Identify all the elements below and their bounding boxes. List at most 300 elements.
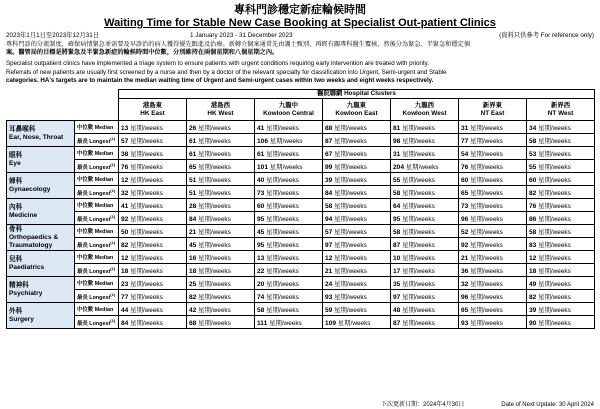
unit-chinese: 星期 (470, 228, 483, 236)
waiting-time-cell (323, 173, 391, 186)
unit-english: /weeks (550, 228, 571, 236)
waiting-time-cell (459, 316, 527, 329)
waiting-time-cell (323, 264, 391, 277)
unit-chinese: 星期 (470, 124, 483, 132)
waiting-time-cell (323, 147, 391, 160)
waiting-time-cell (119, 238, 187, 251)
waiting-time-cell (119, 160, 187, 173)
unit-chinese: 星期 (402, 267, 415, 275)
waiting-time-cell (119, 290, 187, 303)
waiting-time-cell (187, 303, 255, 316)
weeks-value: 58 (529, 137, 537, 145)
weeks-value: 31 (393, 150, 401, 158)
unit-chinese: 星期 (334, 163, 347, 171)
unit-chinese: 星期 (266, 241, 279, 249)
table-row (7, 160, 595, 173)
unit-chinese: 星期 (198, 267, 211, 275)
weeks-value: 97 (393, 293, 401, 301)
unit-english: /weeks (482, 319, 503, 327)
unit-english: /weeks (346, 306, 367, 314)
waiting-time-cell (187, 277, 255, 290)
longest-footnote-marker: (1) (110, 187, 116, 193)
unit-english: /weeks (414, 202, 435, 210)
unit-english: /weeks (414, 293, 435, 301)
waiting-time-cell (323, 121, 391, 134)
unit-chinese: 星期 (198, 293, 211, 301)
longest-label-english: Longest (89, 320, 111, 327)
intro-chinese-line-2: 案。醫管局的目標是將緊急及半緊急新症的輪候時間中位數，分別維持在兩個星期和八個星期之內。 (6, 49, 279, 57)
unit-english: /weeks (550, 163, 571, 171)
waiting-time-cell (459, 212, 527, 225)
unit-english: /weeks (142, 189, 163, 197)
waiting-time-cell (323, 160, 391, 173)
unit-chinese: 星期 (198, 215, 211, 223)
unit-chinese: 星期 (402, 280, 415, 288)
cluster-header (391, 99, 459, 121)
unit-chinese: 星期 (266, 306, 279, 314)
median-label-english: Median (94, 281, 114, 288)
unit-chinese: 星期 (402, 150, 415, 158)
unit-chinese: 星期 (198, 163, 211, 171)
waiting-time-cell (187, 134, 255, 147)
waiting-time-cell (255, 225, 323, 238)
waiting-time-cell (391, 186, 459, 199)
unit-english: /weeks (142, 254, 163, 262)
waiting-time-cell (391, 212, 459, 225)
unit-chinese: 星期 (470, 293, 483, 301)
unit-english: /weeks (278, 202, 299, 210)
weeks-value: 87 (393, 241, 401, 249)
table-row (7, 147, 595, 160)
unit-chinese: 星期 (334, 280, 347, 288)
unit-english: /weeks (414, 176, 435, 184)
unit-english: /weeks (210, 306, 231, 314)
unit-english: /weeks (142, 280, 163, 288)
longest-label-chinese: 最長 (77, 138, 88, 145)
unit-english: /weeks (482, 254, 503, 262)
unit-english: /weeks (142, 124, 163, 132)
unit-chinese: 星期 (334, 150, 347, 158)
waiting-time-cell (255, 303, 323, 316)
unit-chinese: 星期 (269, 319, 282, 327)
weeks-value: 86 (529, 215, 537, 223)
waiting-time-cell (255, 251, 323, 264)
waiting-time-cell (255, 199, 323, 212)
weeks-value: 38 (121, 150, 129, 158)
longest-footnote-marker: (1) (110, 291, 116, 297)
waiting-time-cell (391, 121, 459, 134)
unit-english: /weeks (278, 228, 299, 236)
reference-note: (資料只供參考 For reference only) (499, 32, 594, 39)
longest-footnote-marker: (1) (110, 213, 116, 219)
unit-chinese: 星期 (337, 319, 351, 327)
unit-chinese: 星期 (198, 176, 211, 184)
weeks-value: 18 (121, 267, 129, 275)
waiting-time-cell (255, 173, 323, 186)
weeks-value: 81 (393, 124, 401, 132)
specialty-cell (7, 173, 75, 199)
longest-label-chinese: 最長 (77, 268, 88, 275)
unit-english: /weeks (550, 124, 571, 132)
unit-chinese: 星期 (130, 241, 143, 249)
median-label-english: Median (94, 255, 114, 262)
waiting-time-table (6, 89, 595, 329)
table-row (7, 121, 595, 134)
unit-chinese: 星期 (130, 228, 143, 236)
unit-chinese: 星期 (266, 202, 279, 210)
unit-chinese: 星期 (470, 150, 483, 158)
waiting-time-cell (391, 147, 459, 160)
unit-english: /weeks (210, 124, 231, 132)
unit-chinese: 星期 (130, 137, 143, 145)
waiting-time-cell (391, 225, 459, 238)
unit-chinese: 星期 (130, 293, 143, 301)
weeks-value: 73 (257, 189, 265, 197)
waiting-time-cell (391, 173, 459, 186)
waiting-time-cell (527, 316, 595, 329)
weeks-value: 49 (529, 280, 537, 288)
waiting-time-cell (255, 290, 323, 303)
weeks-value: 36 (461, 267, 469, 275)
weeks-value: 21 (461, 254, 469, 262)
waiting-time-cell (187, 186, 255, 199)
unit-english: /weeks (210, 189, 231, 197)
longest-label-cell (75, 316, 119, 329)
unit-english: /weeks (482, 267, 503, 275)
period-chinese: 2023年1月1日至2023年12月31日 (6, 32, 100, 39)
weeks-value: 65 (461, 306, 469, 314)
weeks-value: 77 (461, 137, 469, 145)
unit-chinese: 星期 (470, 280, 483, 288)
unit-english: /weeks (550, 150, 571, 158)
unit-english: /weeks (550, 137, 571, 145)
unit-english: /weeks (482, 202, 503, 210)
table-body (7, 121, 595, 329)
longest-label-english: Longest (89, 242, 111, 249)
unit-english: /weeks (142, 293, 163, 301)
median-label-chinese: 中位數 (77, 281, 94, 288)
unit-english: /weeks (550, 241, 571, 249)
waiting-time-cell (119, 277, 187, 290)
waiting-time-cell (323, 225, 391, 238)
unit-chinese: 星期 (470, 176, 483, 184)
weeks-value: 18 (189, 267, 197, 275)
specialty-name-english: Paediatrics (9, 263, 45, 271)
table-row (7, 264, 595, 277)
unit-chinese: 星期 (266, 280, 279, 288)
weeks-value: 111 (257, 319, 268, 327)
cluster-header (527, 99, 595, 121)
intro-english-line-1: Specialist outpatient clinics have implemented a triage system to ensure patients with urgent conditions requiring early intervention are treated with priority. (6, 60, 429, 68)
unit-english: /weeks (350, 319, 371, 327)
longest-label-chinese: 最長 (77, 164, 88, 171)
unit-english: /weeks (414, 306, 435, 314)
unit-chinese: 星期 (538, 176, 551, 184)
cluster-name-english: NT West (547, 109, 574, 117)
weeks-value: 55 (529, 163, 537, 171)
unit-chinese: 星期 (538, 202, 551, 210)
weeks-value: 61 (257, 150, 265, 158)
waiting-time-cell (527, 251, 595, 264)
unit-english: /weeks (142, 176, 163, 184)
unit-chinese: 星期 (538, 215, 551, 223)
unit-chinese: 星期 (130, 202, 143, 210)
unit-english: /weeks (142, 228, 163, 236)
unit-english: /weeks (142, 267, 163, 275)
weeks-value: 24 (325, 280, 333, 288)
waiting-time-cell (391, 264, 459, 277)
median-label-cell (75, 147, 119, 160)
waiting-time-cell (527, 147, 595, 160)
unit-english: /weeks (142, 137, 163, 145)
waiting-time-cell (391, 303, 459, 316)
waiting-time-cell (459, 147, 527, 160)
cluster-name-english: HK West (207, 109, 234, 117)
unit-chinese: 星期 (130, 176, 143, 184)
unit-english: /weeks (414, 267, 435, 275)
weeks-value: 82 (529, 293, 537, 301)
unit-english: /weeks (482, 241, 503, 249)
waiting-time-cell (459, 264, 527, 277)
waiting-time-cell (527, 264, 595, 277)
unit-english: /weeks (482, 150, 503, 158)
unit-english: /weeks (346, 202, 367, 210)
weeks-value: 50 (121, 228, 129, 236)
unit-chinese: 星期 (334, 137, 347, 145)
weeks-value: 84 (121, 319, 129, 327)
waiting-time-cell (255, 160, 323, 173)
unit-chinese: 星期 (470, 254, 483, 262)
median-label-chinese: 中位數 (77, 229, 94, 236)
longest-label-chinese: 最長 (77, 242, 88, 249)
weeks-value: 26 (189, 124, 197, 132)
unit-english: /weeks (550, 267, 571, 275)
weeks-value: 58 (393, 228, 401, 236)
weeks-value: 76 (529, 202, 537, 210)
specialty-name-chinese: 內科 (9, 203, 23, 211)
cluster-name-chinese: 港島西 (210, 101, 231, 109)
weeks-value: 82 (121, 241, 129, 249)
weeks-value: 87 (325, 137, 333, 145)
median-label-cell (75, 251, 119, 264)
median-label-english: Median (94, 125, 114, 132)
unit-chinese: 星期 (198, 202, 211, 210)
unit-english: /weeks (142, 319, 163, 327)
waiting-time-cell (527, 225, 595, 238)
waiting-time-cell (187, 290, 255, 303)
weeks-value: 59 (325, 306, 333, 314)
waiting-time-cell (391, 251, 459, 264)
waiting-time-cell (187, 147, 255, 160)
unit-english: /weeks (482, 306, 503, 314)
waiting-time-cell (255, 186, 323, 199)
unit-english: /weeks (414, 137, 435, 145)
waiting-time-cell (119, 173, 187, 186)
weeks-value: 52 (461, 228, 469, 236)
weeks-value: 94 (325, 215, 333, 223)
cluster-name-english: NT East (480, 109, 505, 117)
cluster-header (187, 99, 255, 121)
unit-chinese: 星期 (470, 189, 483, 197)
weeks-value: 58 (257, 306, 265, 314)
unit-english: /weeks (142, 163, 163, 171)
weeks-value: 61 (189, 150, 197, 158)
specialty-cell (7, 277, 75, 303)
waiting-time-cell (119, 186, 187, 199)
unit-chinese: 星期 (402, 124, 415, 132)
weeks-value: 101 (257, 163, 269, 171)
waiting-time-cell (527, 238, 595, 251)
title-chinese: 專科門診穩定新症輪候時間 (234, 4, 366, 16)
unit-english: /weeks (550, 280, 571, 288)
weeks-value: 84 (189, 215, 197, 223)
waiting-time-cell (323, 316, 391, 329)
waiting-time-cell (323, 277, 391, 290)
longest-footnote-marker: (1) (110, 161, 116, 167)
unit-english: /weeks (482, 189, 503, 197)
weeks-value: 57 (325, 228, 333, 236)
weeks-value: 73 (461, 202, 469, 210)
unit-english: /weeks (346, 189, 367, 197)
unit-chinese: 星期 (198, 254, 211, 262)
weeks-value: 32 (461, 280, 469, 288)
median-label-chinese: 中位數 (77, 177, 94, 184)
unit-chinese: 星期 (470, 163, 483, 171)
longest-label-english: Longest (89, 216, 111, 223)
unit-english: /weeks (346, 254, 367, 262)
weeks-value: 13 (257, 254, 265, 262)
unit-english: /weeks (142, 202, 163, 210)
unit-english: /weeks (414, 124, 435, 132)
waiting-time-cell (391, 290, 459, 303)
longest-label-english: Longest (89, 268, 111, 275)
unit-chinese: 星期 (334, 293, 347, 301)
weeks-value: 67 (325, 150, 333, 158)
waiting-time-cell (187, 316, 255, 329)
specialty-name-english: Psychiatry (9, 289, 43, 297)
weeks-value: 76 (461, 163, 469, 171)
table-row (7, 186, 595, 199)
cluster-name-chinese: 港島東 (142, 101, 163, 109)
weeks-value: 41 (121, 202, 129, 210)
waiting-time-cell (527, 160, 595, 173)
unit-english: /weeks (346, 293, 367, 301)
waiting-time-cell (391, 134, 459, 147)
waiting-time-cell (187, 251, 255, 264)
waiting-time-cell (255, 264, 323, 277)
longest-footnote-marker: (1) (110, 317, 116, 323)
unit-english: /weeks (142, 215, 163, 223)
unit-english: /weeks (482, 215, 503, 223)
unit-chinese: 星期 (402, 137, 415, 145)
median-label-cell (75, 173, 119, 186)
unit-english: /weeks (414, 241, 435, 249)
specialty-name-english: Surgery (9, 315, 34, 323)
unit-chinese: 星期 (334, 215, 347, 223)
table-row (7, 251, 595, 264)
unit-chinese: 星期 (402, 176, 415, 184)
weeks-value: 58 (325, 202, 333, 210)
weeks-value: 22 (257, 267, 265, 275)
weeks-value: 10 (393, 254, 401, 262)
median-label-english: Median (94, 229, 114, 236)
unit-chinese: 星期 (266, 124, 279, 132)
weeks-value: 204 (393, 163, 405, 171)
median-label-english: Median (94, 177, 114, 184)
waiting-time-cell (119, 212, 187, 225)
cluster-name-chinese: 九龍中 (278, 101, 299, 109)
waiting-time-cell (187, 238, 255, 251)
cluster-name-english: Kowloon Central (263, 109, 314, 117)
unit-chinese: 星期 (334, 176, 347, 184)
unit-english: /weeks (278, 241, 299, 249)
unit-chinese: 星期 (402, 189, 415, 197)
table-row (7, 316, 595, 329)
longest-label-chinese: 最長 (77, 190, 88, 197)
unit-english: /weeks (278, 215, 299, 223)
unit-chinese: 星期 (402, 241, 415, 249)
waiting-time-cell (459, 238, 527, 251)
unit-chinese: 星期 (402, 228, 415, 236)
table-row (7, 303, 595, 316)
weeks-value: 60 (461, 176, 469, 184)
waiting-time-cell (255, 121, 323, 134)
waiting-time-cell (391, 277, 459, 290)
unit-chinese: 星期 (538, 293, 551, 301)
median-label-english: Median (94, 203, 114, 210)
unit-chinese: 星期 (130, 254, 143, 262)
median-label-cell (75, 199, 119, 212)
waiting-time-cell (119, 303, 187, 316)
table-row (7, 199, 595, 212)
waiting-time-cell (323, 134, 391, 147)
waiting-time-cell (323, 186, 391, 199)
unit-english: /weeks (482, 228, 503, 236)
specialty-name-chinese: 耳鼻喉科 (9, 125, 36, 133)
unit-chinese: 星期 (470, 202, 483, 210)
next-update-chinese: 下次更新日期：2024年4月30日 (381, 402, 465, 408)
cluster-name-chinese: 九龍東 (346, 101, 367, 109)
unit-chinese: 星期 (405, 163, 419, 171)
unit-english: /weeks (482, 137, 503, 145)
unit-chinese: 星期 (130, 280, 143, 288)
weeks-value: 48 (393, 306, 401, 314)
unit-chinese: 星期 (334, 241, 347, 249)
table-row (7, 134, 595, 147)
longest-label-chinese: 最長 (77, 320, 88, 327)
weeks-value: 82 (529, 189, 537, 197)
specialty-name-english: Ear, Nose, Throat (9, 133, 64, 141)
unit-chinese: 星期 (538, 241, 551, 249)
weeks-value: 95 (393, 215, 401, 223)
waiting-time-cell (119, 134, 187, 147)
waiting-time-cell (187, 264, 255, 277)
unit-english: /weeks (210, 228, 231, 236)
table-row (7, 173, 595, 186)
unit-english: /weeks (346, 124, 367, 132)
unit-english: /weeks (142, 241, 163, 249)
unit-english: /weeks (281, 319, 302, 327)
weeks-value: 51 (189, 189, 197, 197)
longest-label-english: Longest (89, 164, 111, 171)
cluster-header (459, 99, 527, 121)
waiting-time-cell (459, 199, 527, 212)
weeks-value: 39 (325, 176, 333, 184)
unit-chinese: 星期 (334, 202, 347, 210)
waiting-time-cell (459, 277, 527, 290)
weeks-value: 41 (257, 124, 265, 132)
unit-chinese: 星期 (402, 306, 415, 314)
